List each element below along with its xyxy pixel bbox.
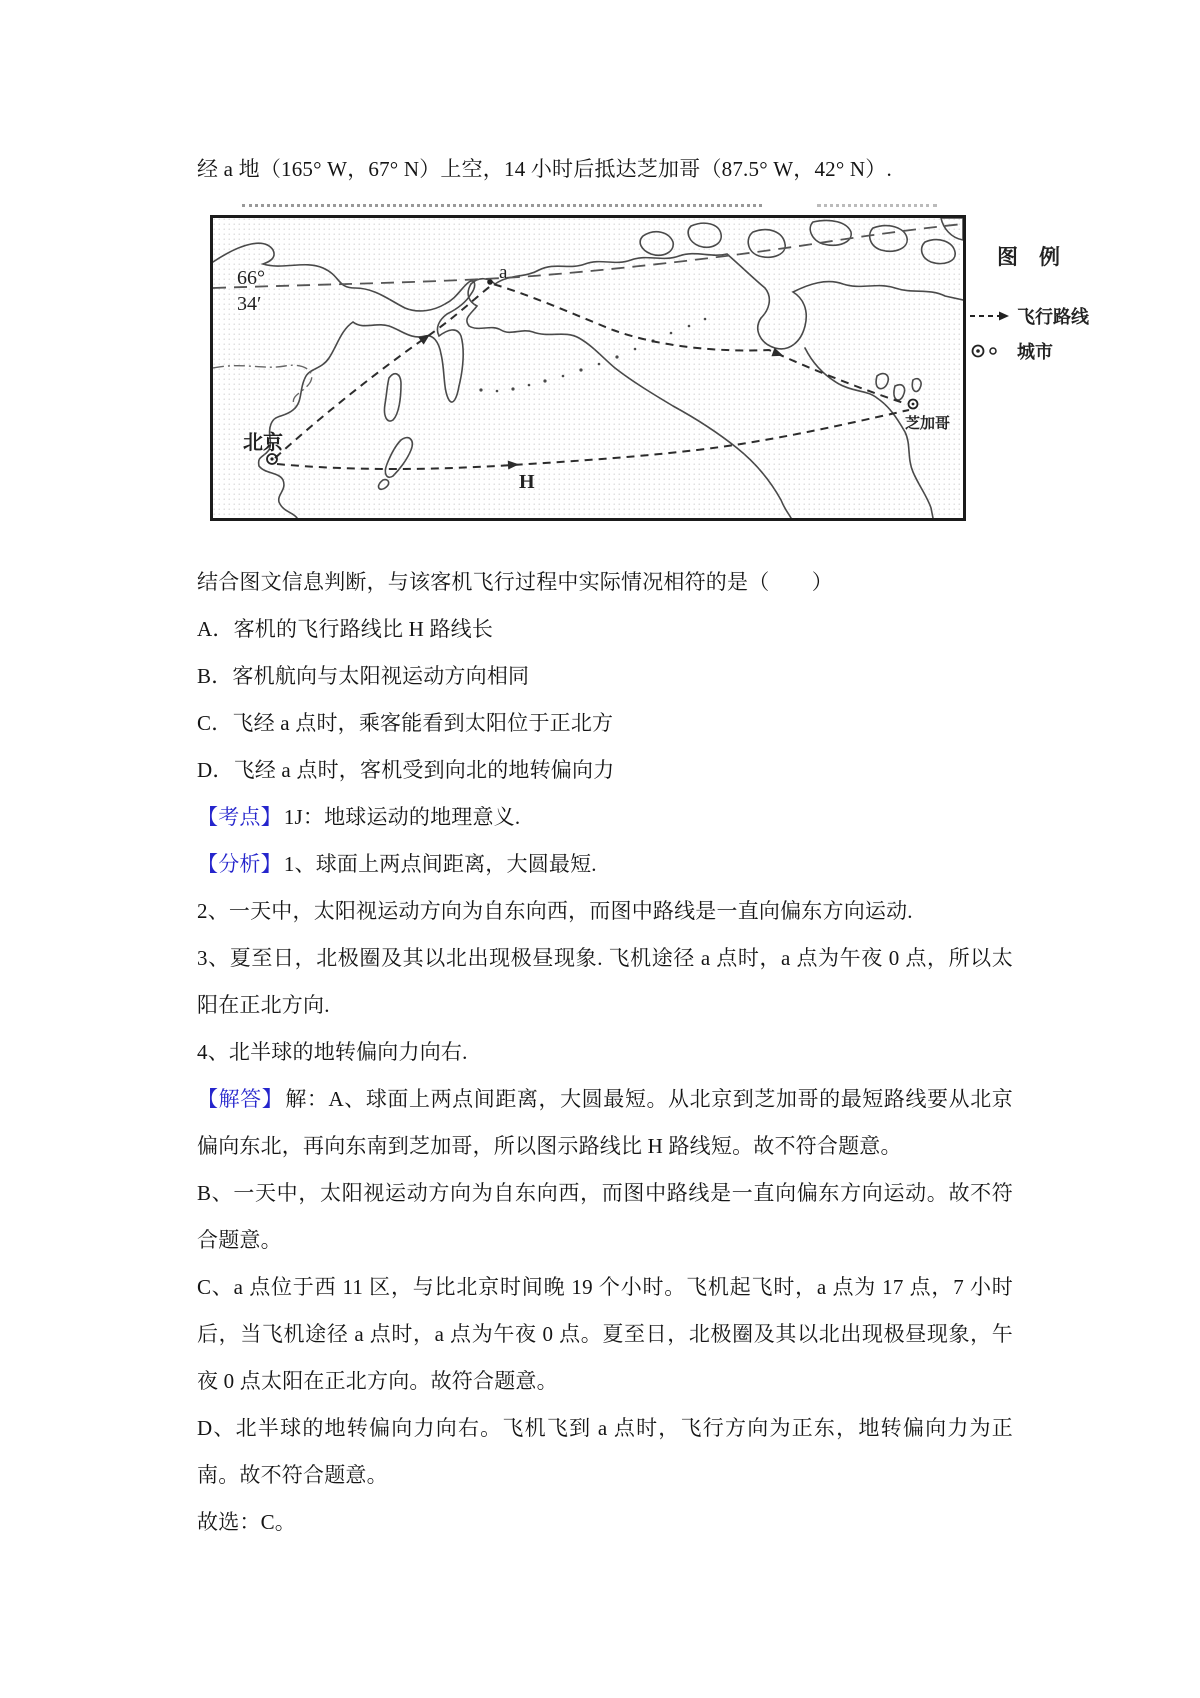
- route-map-svg: [213, 218, 963, 518]
- option-c-text: 飞经 a 点时，乘客能看到太阳位于正北方: [232, 711, 614, 735]
- map-label-arctic-min: 34′: [237, 293, 262, 315]
- fenxi-item-2: 2、一天中，太阳视运动方向为自东向西，而图中路线是一直向偏东方向运动.: [197, 899, 913, 923]
- fenxi-tag: 【分析】: [197, 852, 282, 876]
- intro-line: 经 a 地（165° W，67° N）上空，14 小时后抵达芝加哥（87.5° W，42° N）.: [197, 157, 892, 181]
- jieda-item-d: D、北半球的地转偏向力向右。飞机飞到 a 点时，飞行方向为正东，地转偏向力为正南。故不符合题意。: [197, 1416, 1013, 1487]
- legend-flight-route-label: 飞行路线: [1017, 307, 1089, 327]
- scan-artifact: [242, 204, 762, 207]
- map-label-chicago: 芝加哥: [905, 416, 951, 432]
- jieda-item-a: A、球面上两点间距离，大圆最短。从北京到芝加哥的最短路线要从北京偏向东北，再向东南到芝加哥，所以图示路线比 H 路线短。故不符合题意。: [197, 1087, 1013, 1158]
- jieda-lead: 解：: [285, 1087, 329, 1111]
- question-stem: 结合图文信息判断，与该客机飞行过程中实际情况相符的是（ ）: [197, 570, 833, 594]
- map-label-route-h: H: [519, 471, 535, 493]
- jieda-item-c: C、a 点位于西 11 区，与比北京时间晚 19 个小时。飞机起飞时，a 点为 17 点，7 小时后，当飞机途径 a 点时，a 点为午夜 0 点。夏至日，北极圈及其以北出现极昼现象，午夜 0 点太阳在正北方向。故符合题意。: [197, 1275, 1013, 1393]
- option-a: [197, 606, 1013, 653]
- legend-title: 图 例: [997, 245, 1060, 269]
- section-jieda: [197, 1076, 1013, 1170]
- legend-item-city: [969, 338, 1109, 364]
- option-a-label: A．: [197, 617, 234, 641]
- fenxi-item-1: 1、球面上两点间距离，大圆最短.: [283, 852, 597, 876]
- fenxi-item-3: 3、夏至日，北极圈及其以北出现极昼现象. 飞机途径 a 点时，a 点为午夜 0 点，所以太阳在正北方向.: [197, 946, 1013, 1017]
- scan-artifact-2: [817, 204, 937, 207]
- document-body: [197, 146, 1089, 1546]
- option-d: [197, 747, 1013, 794]
- option-c-label: C．: [197, 711, 233, 735]
- legend-city-label: 城市: [1017, 342, 1053, 362]
- map-label-point-a: a: [499, 262, 508, 283]
- route-map-figure: [197, 211, 1103, 523]
- route-map: [210, 215, 966, 521]
- jieda-item-b: B、一天中，太阳视运动方向为自东向西，而图中路线是一直向偏东方向运动。故不符合题意。: [197, 1181, 1013, 1252]
- option-d-text: 飞经 a 点时，客机受到向北的地转偏向力: [233, 758, 615, 782]
- fenxi-item-4: 4、北半球的地转偏向力向右.: [197, 1040, 468, 1064]
- option-b-text: 客机航向与太阳视运动方向相同: [232, 664, 530, 688]
- option-a-text: 客机的飞行路线比 H 路线长: [233, 617, 494, 641]
- map-label-arctic-deg: 66°: [237, 267, 265, 289]
- section-kaodian: [197, 794, 1013, 841]
- answer-line: 故选：C。: [197, 1510, 297, 1534]
- option-d-label: D．: [197, 758, 234, 782]
- option-b: [197, 653, 1013, 700]
- flight-route-arrow-icon: [969, 310, 1011, 322]
- legend: [969, 241, 1109, 373]
- point-a-dot: [487, 279, 493, 285]
- section-fenxi: [197, 841, 1013, 888]
- map-label-beijing: 北京: [243, 432, 283, 454]
- kaodian-text: 1J：地球运动的地理意义.: [283, 805, 521, 829]
- option-c: [197, 700, 1013, 747]
- option-b-label: B．: [197, 664, 233, 688]
- legend-item-flight-route: [969, 303, 1109, 329]
- city-symbol-icon: [969, 343, 1011, 359]
- kaodian-tag: 【考点】: [197, 805, 282, 829]
- jieda-tag: 【解答】: [197, 1087, 284, 1111]
